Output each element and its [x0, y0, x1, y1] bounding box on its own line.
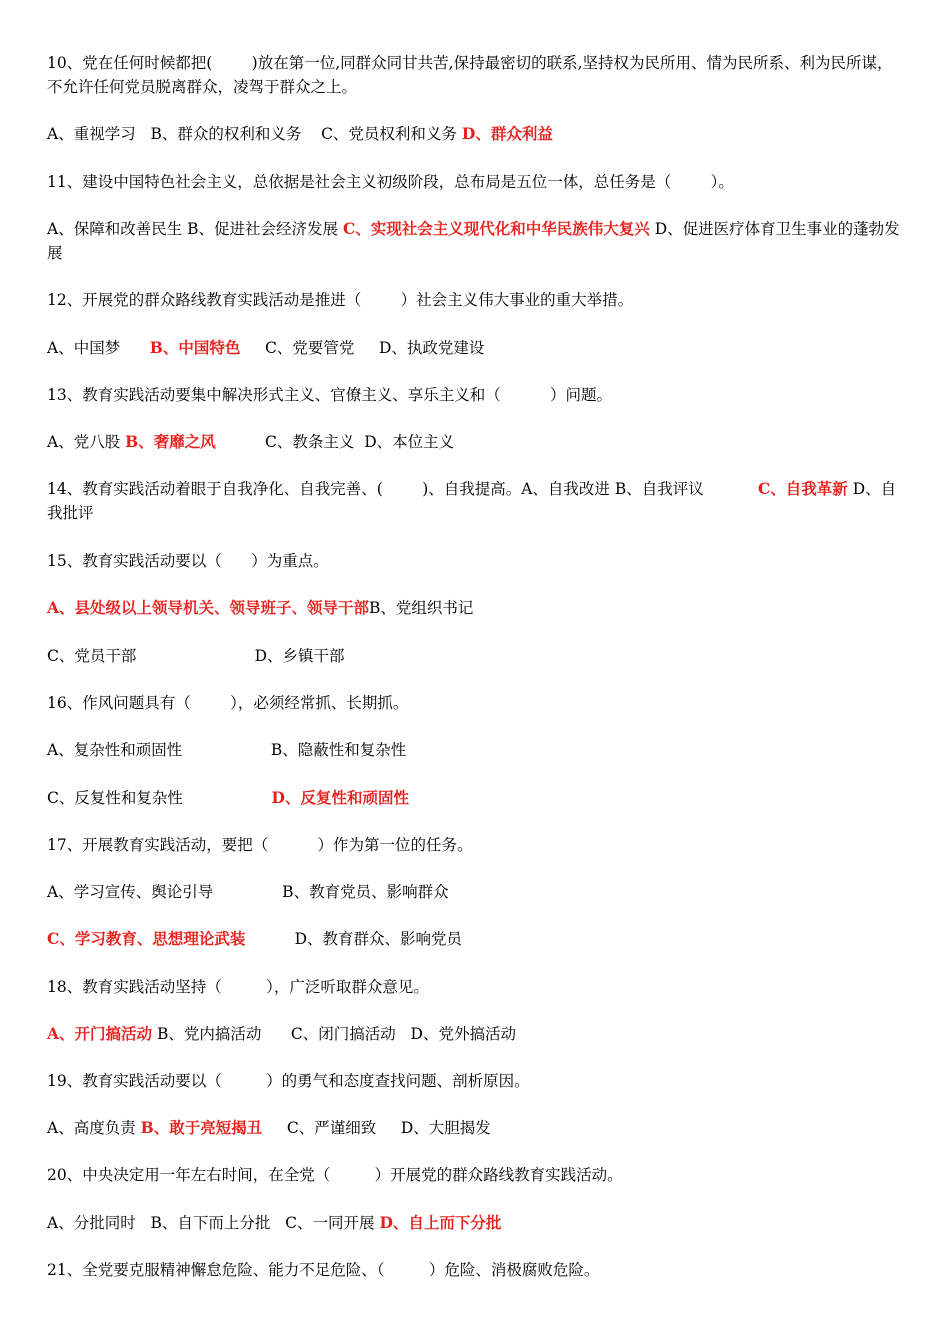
- text-segment: A、学习宣传、舆论引导 B、教育党员、影响群众: [47, 883, 449, 901]
- q20-options: [47, 1211, 907, 1235]
- text-segment: D、教育群众、影响党员: [245, 930, 463, 948]
- text-segment: C、教条主义 D、本位主义: [215, 433, 455, 451]
- q21-text: [47, 1258, 907, 1282]
- q19-options: [47, 1116, 907, 1140]
- correct-answer: A、开门搞活动: [47, 1024, 153, 1043]
- q13-options: [47, 430, 907, 454]
- text-segment: A、中国梦: [47, 339, 150, 357]
- q11-options: [47, 217, 907, 265]
- text-segment: 17、开展教育实践活动，要把（ ）作为第一位的任务。: [47, 836, 473, 854]
- q15-option-cd: [47, 644, 907, 668]
- text-segment: 20、中央决定用一年左右时间，在全党（ ）开展党的群众路线教育实践活动。: [47, 1166, 623, 1184]
- text-segment: 18、教育实践活动坚持（ ），广泛听取群众意见。: [47, 978, 429, 996]
- text-segment: A、重视学习 B、群众的权利和义务 C、党员权利和义务: [47, 125, 462, 143]
- q16-option-ab: [47, 738, 907, 762]
- text-segment: 14、教育实践活动着眼于自我净化、自我完善、( )、自我提高。A、自我改进 B、自我评议: [47, 480, 758, 498]
- text-segment: 15、教育实践活动要以（ ）为重点。: [47, 552, 329, 570]
- q20-text: [47, 1163, 907, 1187]
- q15-text: [47, 549, 907, 573]
- text-segment: A、保障和改善民生 B、促进社会经济发展: [47, 220, 343, 238]
- q12-options: [47, 336, 907, 360]
- text-segment: C、党员干部 D、乡镇干部: [47, 647, 345, 665]
- q17-option-cd: [47, 927, 907, 951]
- text-segment: C、反复性和复杂性: [47, 789, 272, 807]
- correct-answer: B、敢于亮短揭丑: [140, 1118, 263, 1137]
- correct-answer: C、自我革新: [757, 479, 848, 498]
- text-segment: B、党内搞活动 C、闭门搞活动 D、党外搞活动: [152, 1025, 516, 1043]
- text-segment: 13、教育实践活动要集中解决形式主义、官僚主义、享乐主义和（ ）问题。: [47, 386, 612, 404]
- text-segment: D、促进医疗体育卫生事业的蓬勃发展: [47, 220, 900, 262]
- text-segment: 10、党在任何时候都把( )放在第一位,同群众同甘共苦,保持最密切的联系,坚持权为民所用、情为民所系、利为民所谋，不允许任何党员脱离群众，凌驾于群众之上。: [47, 54, 893, 96]
- text-segment: A、党八股: [47, 433, 126, 451]
- text-segment: 19、教育实践活动要以（ ）的勇气和态度查找问题、剖析原因。: [47, 1072, 530, 1090]
- text-segment: A、高度负责: [47, 1119, 141, 1137]
- correct-answer: C、学习教育、思想理论武装: [47, 929, 246, 948]
- q17-text: [47, 833, 907, 857]
- text-segment: 16、作风问题具有（ ），必须经常抓、长期抓。: [47, 694, 409, 712]
- text-segment: 12、开展党的群众路线教育实践活动是推进（ ）社会主义伟大事业的重大举措。: [47, 291, 634, 309]
- q11-text: [47, 170, 907, 194]
- q19-text: [47, 1069, 907, 1093]
- correct-answer: B、中国特色: [149, 338, 241, 357]
- q14-text: [47, 477, 907, 525]
- q18-text: [47, 975, 907, 999]
- text-segment: 21、全党要克服精神懈怠危险、能力不足危险、（ ）危险、消极腐败危险。: [47, 1261, 600, 1279]
- correct-answer: B、奢靡之风: [125, 432, 216, 451]
- q18-options: [47, 1022, 907, 1046]
- q12-text: [47, 288, 907, 312]
- text-segment: B、党组织书记: [369, 599, 474, 617]
- text-segment: A、分批同时 B、自下而上分批 C、一同开展: [47, 1214, 380, 1232]
- correct-answer: D、自上而下分批: [379, 1213, 502, 1232]
- text-segment: C、党要管党 D、执政党建设: [240, 339, 485, 357]
- text-segment: 11、建设中国特色社会主义，总依据是社会主义初级阶段，总布局是五位一体，总任务是（ ）。: [47, 173, 734, 191]
- correct-answer: D、群众利益: [461, 124, 553, 143]
- correct-answer: C、实现社会主义现代化和中华民族伟大复兴: [342, 219, 650, 238]
- correct-answer: A、县处级以上领导机关、领导班子、领导干部: [47, 598, 370, 617]
- q10-text: [47, 51, 907, 99]
- text-segment: D、自我批评: [47, 480, 897, 522]
- q13-text: [47, 383, 907, 407]
- q17-option-ab: [47, 880, 907, 904]
- text-segment: A、复杂性和顽固性 B、隐蔽性和复杂性: [47, 741, 407, 759]
- correct-answer: D、反复性和顽固性: [271, 788, 409, 807]
- text-segment: C、严谨细致 D、大胆揭发: [262, 1119, 491, 1137]
- q15-option-ab: [47, 596, 907, 620]
- q16-text: [47, 691, 907, 715]
- q10-options: [47, 122, 907, 146]
- q16-option-cd: [47, 786, 907, 810]
